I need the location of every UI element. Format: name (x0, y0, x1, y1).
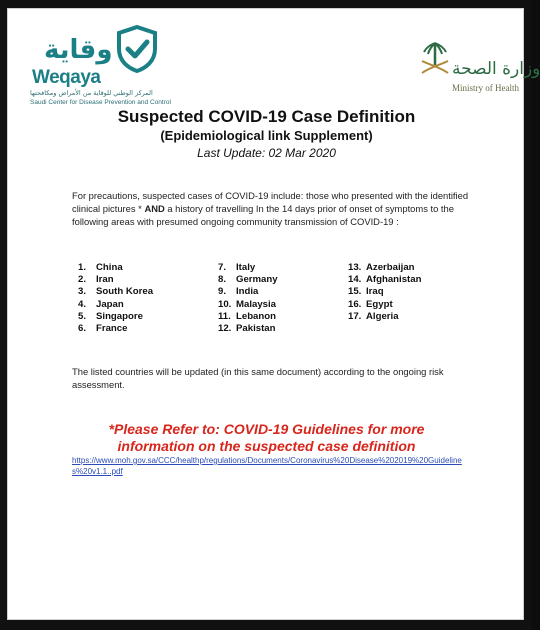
country-item (78, 286, 153, 298)
country-item (218, 262, 278, 274)
country-number: 4. (78, 298, 87, 310)
last-update: Last Update: 02 Mar 2020 (197, 146, 336, 160)
country-number: 17. (348, 310, 362, 322)
country-name: Azerbaijan (366, 262, 415, 273)
country-number: 12. (218, 322, 232, 334)
country-name: Germany (236, 274, 278, 286)
country-item (348, 286, 421, 298)
guidelines-reference-line-2: information on the suspected case definition (117, 438, 416, 454)
country-number: 13. (348, 262, 362, 273)
country-name: Malaysia (236, 298, 277, 310)
country-number: 11. (218, 310, 231, 322)
document-title: Suspected COVID-19 Case Definition (117, 107, 416, 126)
country-name: Afghanistan (366, 274, 422, 286)
country-number: 15. (348, 286, 362, 298)
moh-arabic-name: وزارة الصحة (452, 59, 540, 79)
guidelines-reference (8, 421, 525, 455)
country-item (218, 323, 278, 335)
country-name: Singapore (96, 310, 143, 322)
country-item (218, 299, 278, 311)
country-number: 16. (348, 298, 362, 310)
weqaya-name: Weqaya (32, 67, 101, 88)
country-item (348, 262, 421, 274)
country-item (348, 299, 421, 311)
country-name: Iran (96, 274, 114, 286)
moh-english-name: Ministry of Health (452, 83, 519, 93)
weqaya-subtitle-arabic: المركز الوطني للوقاية من الأمراض ومكافحتها (30, 89, 153, 97)
palm-swords-emblem-icon (418, 39, 452, 79)
country-number: 7. (218, 262, 227, 273)
country-name: China (96, 262, 123, 273)
country-column-2 (218, 262, 278, 335)
intro-text-start: For precautions, suspected cases of COVID-19 include: those who presented with the identified clinical pictures * (72, 190, 469, 214)
country-name: Italy (236, 262, 256, 273)
country-name: South Korea (96, 286, 154, 298)
country-name: Algeria (366, 310, 399, 322)
country-number: 14. (348, 274, 362, 286)
document-page (7, 8, 540, 620)
intro-paragraph (72, 189, 472, 228)
country-number: 8. (218, 274, 227, 286)
country-name: Japan (96, 298, 124, 310)
country-item (78, 262, 153, 274)
country-name: India (236, 286, 259, 298)
country-name: Lebanon (236, 310, 276, 322)
intro-bold-and: AND (144, 203, 165, 214)
country-item (348, 311, 421, 323)
weqaya-arabic-name: وقاية (44, 35, 113, 65)
update-note: The listed countries will be updated (in this same document) according to the ongoing risk assessment. (72, 366, 444, 390)
moh-logo (418, 31, 540, 101)
country-column-1 (78, 262, 153, 335)
country-item (218, 286, 278, 298)
country-name: Pakistan (236, 322, 276, 334)
shield-icon (116, 25, 158, 73)
country-name: Egypt (366, 298, 393, 310)
intro-text-end: a history of travelling In the 14 days prior of onset of symptoms to the following areas with presumed ongoing community transmission of COVID-19 : (72, 203, 454, 227)
weqaya-logo (18, 19, 188, 109)
country-column-3 (348, 262, 421, 323)
country-number: 2. (78, 274, 87, 286)
guidelines-reference-line-1: *Please Refer to: COVID-19 Guidelines for more (108, 421, 425, 437)
country-item (218, 274, 278, 286)
country-number: 9. (218, 286, 227, 298)
country-item (348, 274, 421, 286)
country-item (78, 323, 153, 335)
document-subtitle: (Epidemiological link Supplement) (160, 128, 373, 143)
country-number: 10. (218, 298, 232, 310)
country-number: 6. (78, 322, 87, 334)
country-name: Iraq (366, 286, 384, 298)
weqaya-subtitle-english: Saudi Center for Disease Prevention and Control (30, 99, 171, 106)
guidelines-link[interactable]: https://www.moh.gov.sa/CCC/healthp/regulations/Documents/Coronavirus%20Disease%202019%20Guidelines%20v1.1..pdf (72, 456, 462, 476)
country-name: France (96, 322, 128, 334)
country-number: 3. (78, 286, 87, 298)
country-item (78, 311, 153, 323)
country-item (78, 274, 153, 286)
country-item (78, 299, 153, 311)
country-number: 1. (78, 262, 87, 273)
country-item (218, 311, 278, 323)
country-number: 5. (78, 310, 87, 322)
